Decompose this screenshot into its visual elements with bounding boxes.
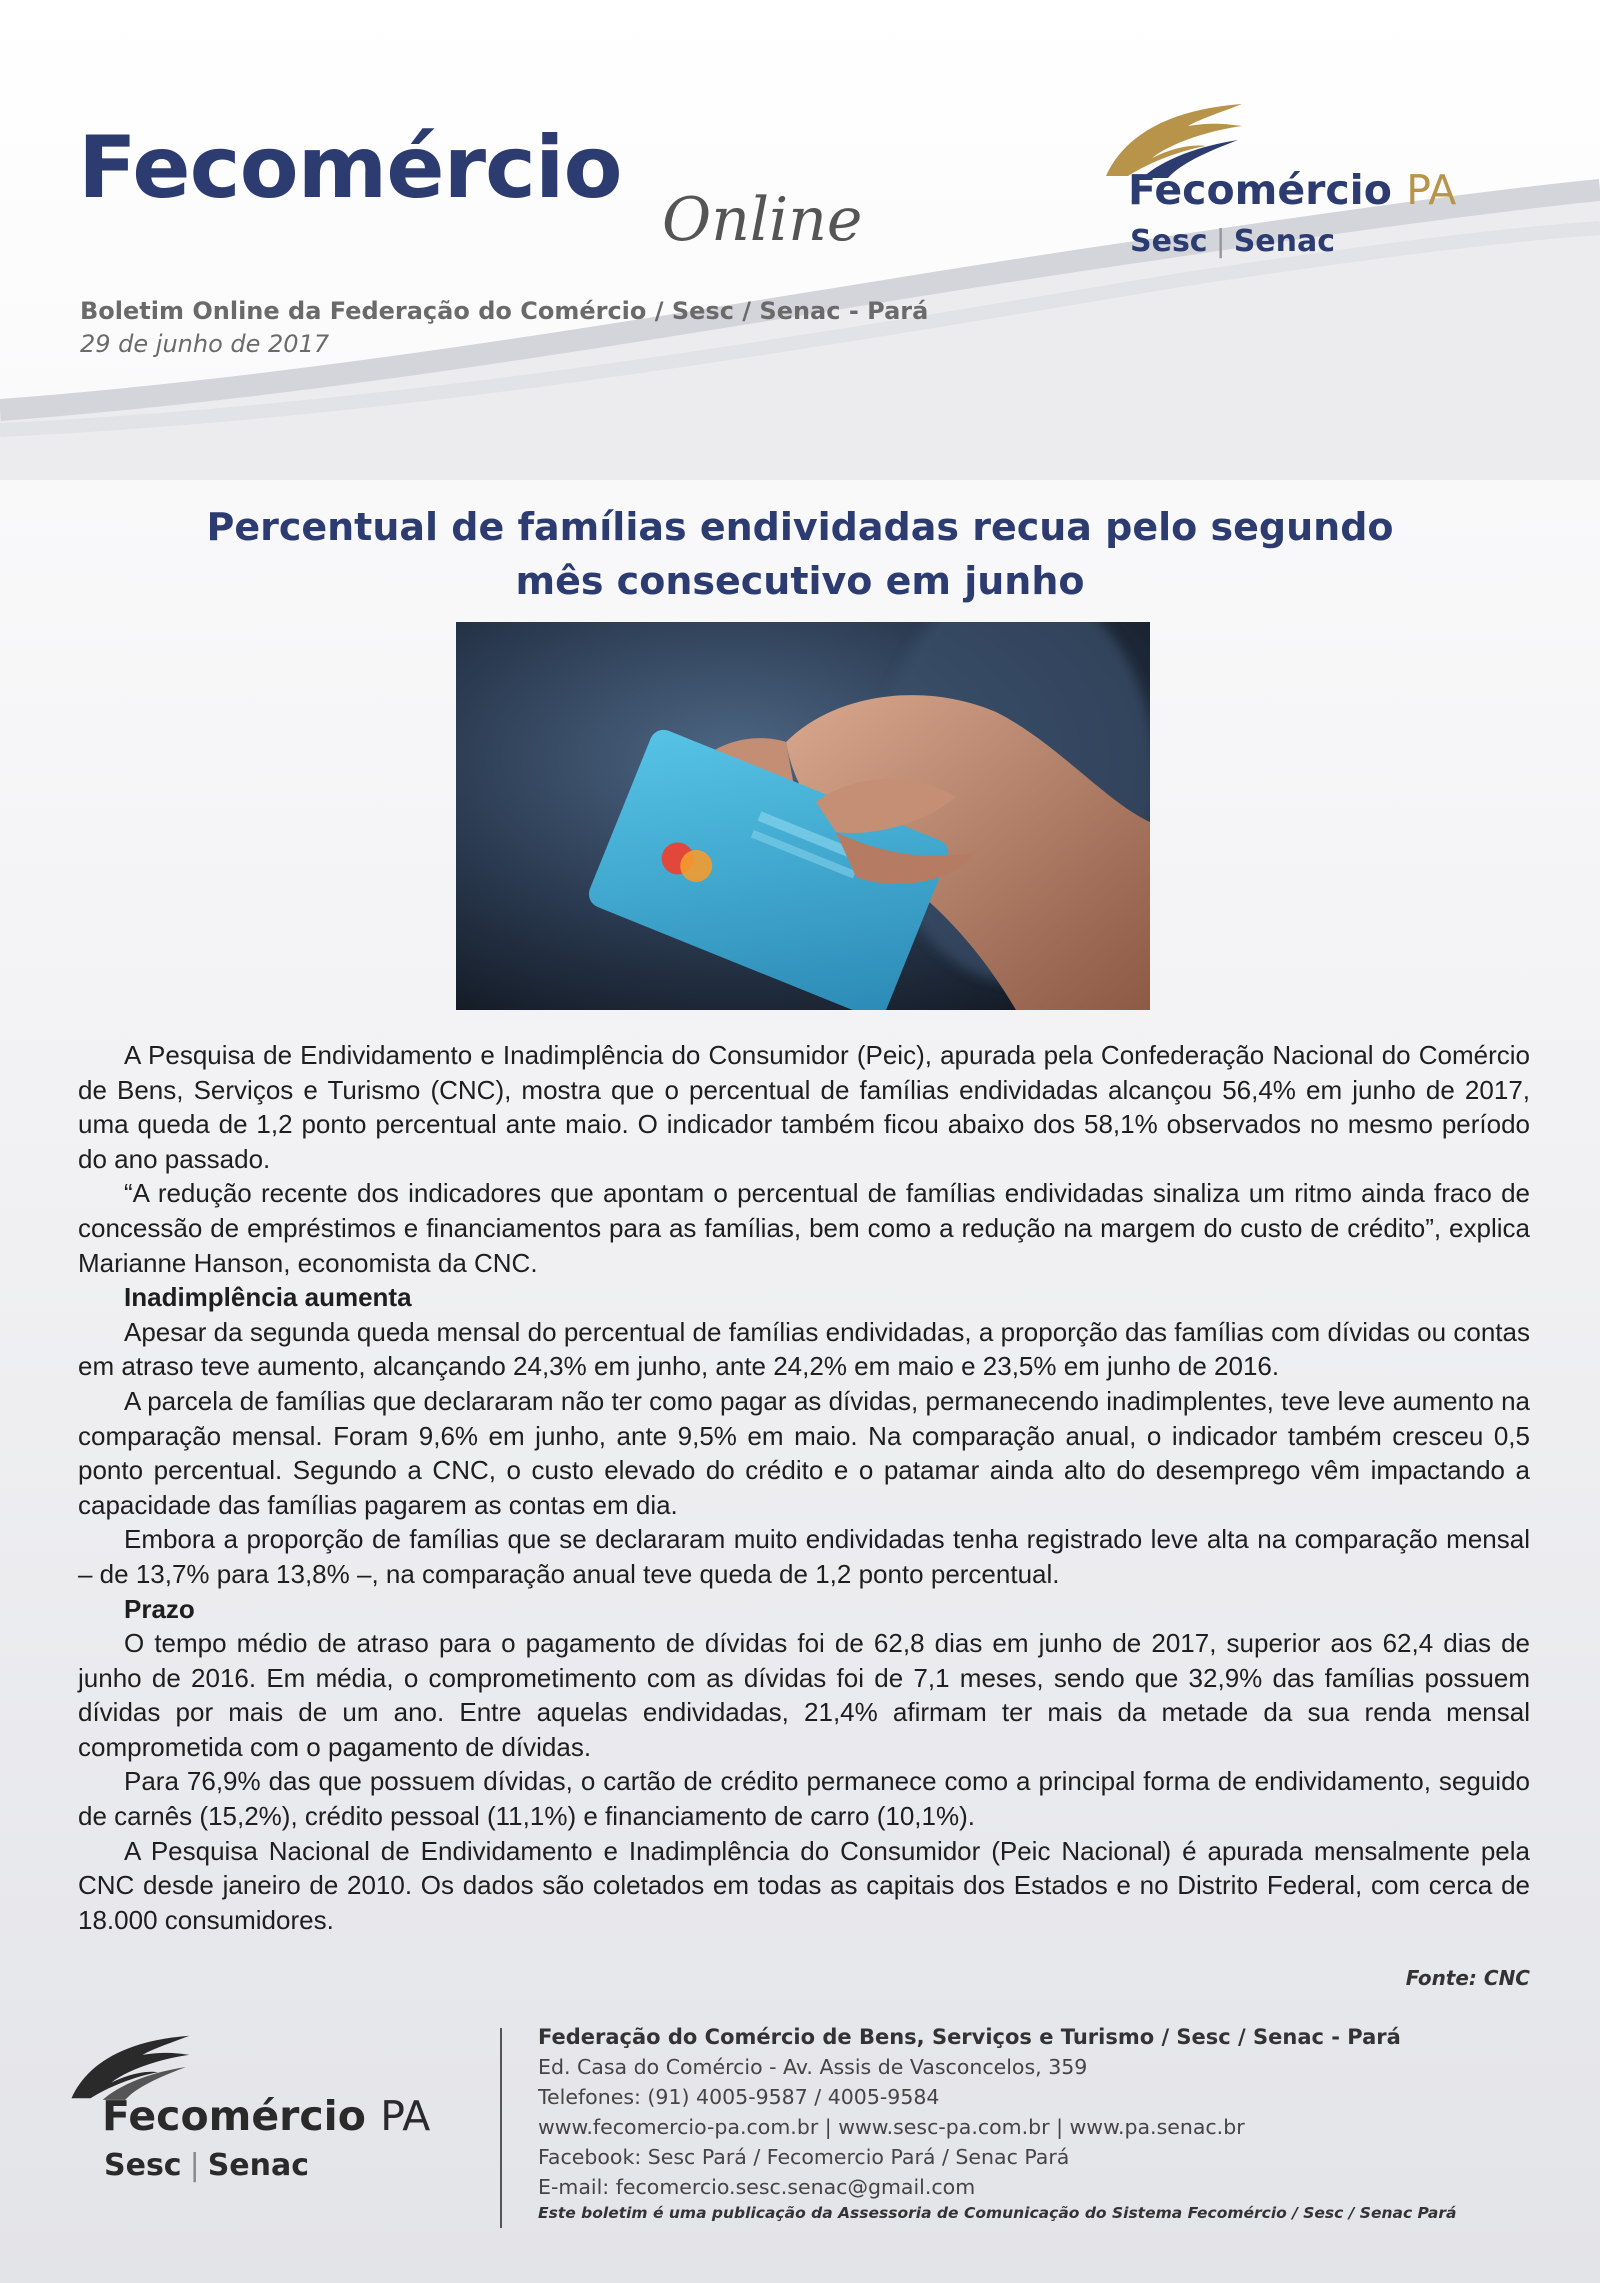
footer-email[interactable]: E-mail: fecomercio.sesc.senac@gmail.com xyxy=(538,2175,976,2199)
footer-phones: Telefones: (91) 4005-9587 / 4005-9584 xyxy=(538,2085,940,2109)
bulletin-tagline: Boletim Online da Federação do Comércio / Sesc / Senac - Pará xyxy=(80,297,929,325)
article-headline: Percentual de famílias endividadas recua pelo segundo mês consecutivo em junho xyxy=(206,505,1394,603)
footer-note: Este boletim é uma publicação da Assessoria de Comunicação do Sistema Fecomércio / Sesc / Senac Pará xyxy=(538,2204,1457,2222)
article-source: Fonte: CNC xyxy=(1405,1966,1530,1990)
article-paragraph: Para 76,9% das que possuem dívidas, o cartão de crédito permanece como a principal forma de endividamento, seguido de carnês (15,2%), crédito pessoal (11,1%) e financiamento de carro (10,1%). xyxy=(78,1766,1530,1832)
footer-logo-name: Fecomércio PA xyxy=(102,2092,431,2140)
section-heading-prazo: Prazo xyxy=(124,1593,195,1624)
article-body xyxy=(78,1038,1530,1937)
footer-logo xyxy=(66,2030,486,2210)
footer-divider xyxy=(500,2028,502,2228)
article-paragraph: A Pesquisa Nacional de Endividamento e Inadimplência do Consumidor (Peic Nacional) é apurada mensalmente pela CNC desde janeiro de 2010. Os dados são coletados em todas as capitais dos Estados e no Distrito Federal, com cerca de 18.000 consumidores. xyxy=(78,1835,1530,1935)
bulletin-date: 29 de junho de 2017 xyxy=(80,330,330,358)
footer-org: Federação do Comércio de Bens, Serviços e Turismo / Sesc / Senac - Pará xyxy=(538,2025,1401,2049)
article-paragraph: A Pesquisa de Endividamento e Inadimplência do Consumidor (Peic), apurada pela Confederação Nacional do Comércio de Bens, Serviços e Turismo (CNC), mostra que o percentual de famílias endividadas alcançou 56,4% em junho de 2017, uma queda de 1,2 ponto percentual ante maio. O indicador também ficou abaixo dos 58,1% observados no mesmo período do ano passado. xyxy=(78,1040,1530,1174)
article-paragraph: Embora a proporção de famílias que se declararam muito endividadas tenha registrado leve alta na comparação mensal – de 13,7% para 13,8% –, na comparação anual teve queda de 1,2 ponto percentual. xyxy=(78,1524,1530,1589)
footer-address: Ed. Casa do Comércio - Av. Assis de Vasconcelos, 359 xyxy=(538,2055,1088,2079)
fecomercio-pa-logo xyxy=(1098,100,1518,270)
article-paragraph: O tempo médio de atraso para o pagamento de dívidas foi de 62,8 dias em junho de 2017, superior aos 62,4 dias de junho de 2016. Em média, o comprometimento com as dívidas foi de 7,1 meses, sendo que 32,9% das famílias possuem dívidas por mais de um ano. Entre aquelas endividadas, 21,4% afirmam ter mais da metade da sua renda mensal comprometida com o pagamento de dívidas. xyxy=(78,1628,1530,1762)
logo-suffix: PA xyxy=(1406,166,1457,214)
footer-logo-sub: Sesc | Senac xyxy=(104,2148,310,2183)
section-heading-inadimplencia: Inadimplência aumenta xyxy=(124,1282,412,1313)
logo-sub: Sesc | Senac xyxy=(1130,224,1336,259)
footer-facebook: Facebook: Sesc Pará / Fecomercio Pará / Senac Pará xyxy=(538,2145,1070,2169)
logo-name: Fecomércio PA xyxy=(1128,166,1457,214)
bulletin-title: Fecomércio xyxy=(78,118,622,218)
credit-card-photo xyxy=(456,622,1150,1010)
article-paragraph: “A redução recente dos indicadores que apontam o percentual de famílias endividadas sinaliza um ritmo ainda fraco de concessão de empréstimos e financiamentos para as famílias, bem como a redução na margem do custo de crédito”, explica Marianne Hanson, economista da CNC. xyxy=(78,1178,1530,1278)
footer-contact xyxy=(538,2022,1456,2224)
footer-sites[interactable]: www.fecomercio-pa.com.br | www.sesc-pa.com.br | www.pa.senac.br xyxy=(538,2115,1245,2139)
article-paragraph: A parcela de famílias que declararam não ter como pagar as dívidas, permanecendo inadimplentes, teve leve aumento na comparação mensal. Foram 9,6% em junho, ante 9,5% em maio. Na comparação anual, o indicador também cresceu 0,5 ponto percentual. Segundo a CNC, o custo elevado do crédito e o patamar ainda alto do desemprego vêm impactando a capacidade das famílias pagarem as contas em dia. xyxy=(78,1385,1530,1520)
article-paragraph: Apesar da segunda queda mensal do percentual de famílias endividadas, a proporção das famílias com dívidas ou contas em atraso teve aumento, alcançando 24,3% em junho, ante 24,2% em maio e 23,5% em junho de 2016. xyxy=(78,1316,1530,1382)
bulletin-subtitle: Online xyxy=(662,185,863,255)
